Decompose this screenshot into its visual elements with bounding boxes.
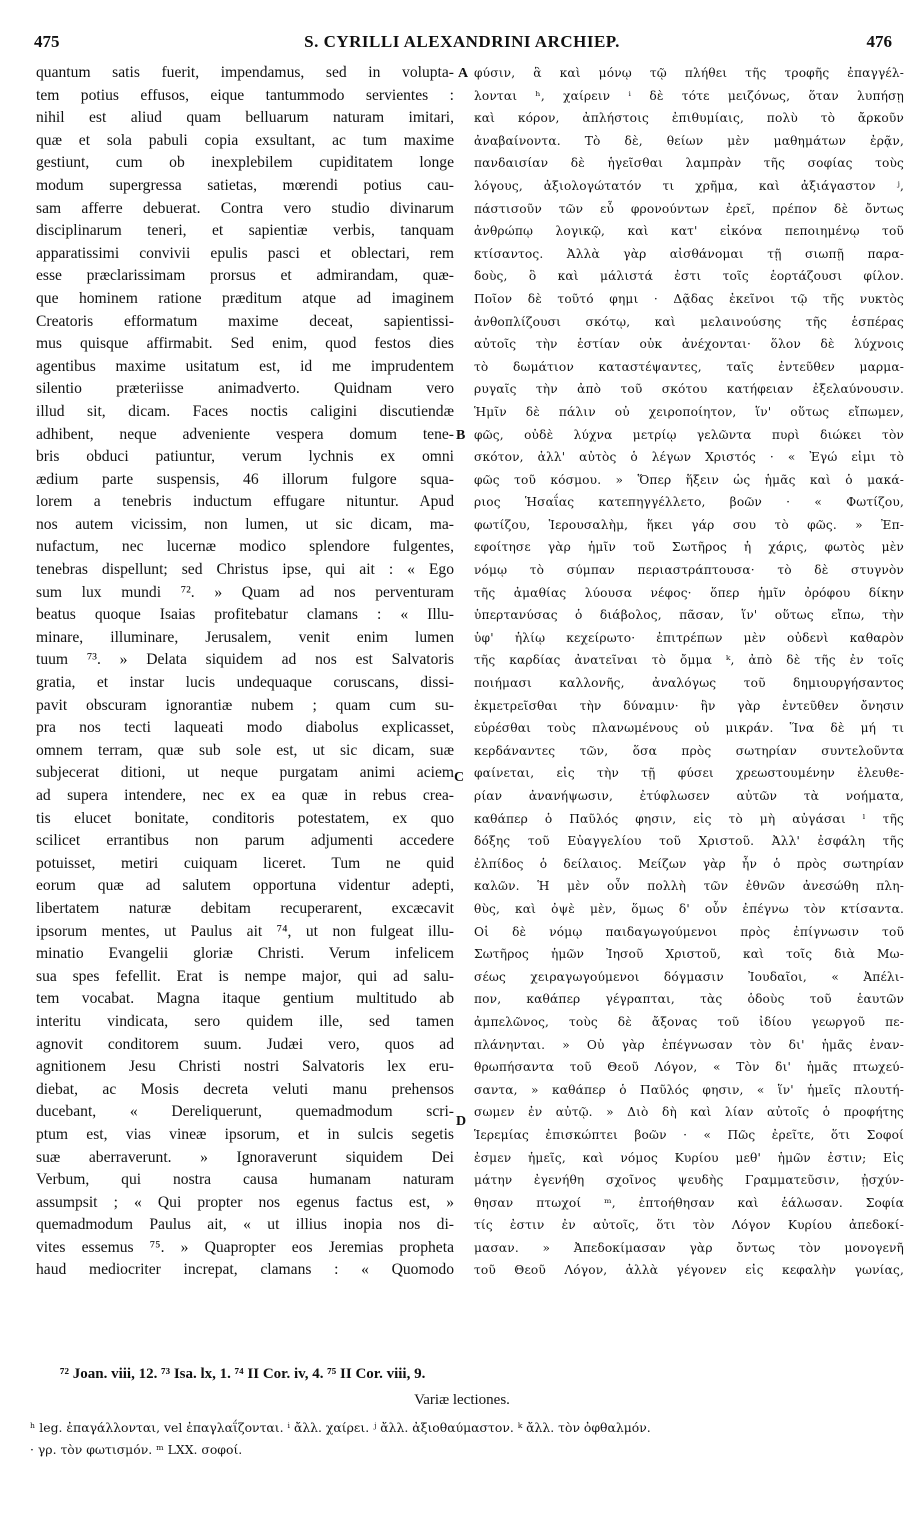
greek-text-line: ἐσμεν ἡμεῖς, καὶ νόμος Κυρίου μεθ' ἡμῶν ἐστιν; Εἰς — [474, 1150, 904, 1165]
latin-text-line: agnitionem Jesu Christi nostri Salvatoris lex eru- — [36, 1058, 454, 1076]
greek-text-line: τῆς καρδίας ἀνατεῖναι τὸ ὄμμα ᵏ, ἀπὸ δὲ τῆς ἐν τοῖς — [474, 653, 904, 668]
latin-text-line: gratia, et instar lucis undequaque coruscans, dissi- — [36, 674, 454, 692]
latin-text-line: nos autem vicissim, non lumen, ut sic dicam, ma- — [36, 515, 454, 533]
latin-text-line: Verbum, qui nostra causa humanam naturam — [36, 1171, 454, 1189]
greek-text-line: κερδάναντες τῶν, ὅσα πρὸς σωτηρίαν συντελοῦντα — [474, 743, 904, 758]
greek-text-line: ἀνθρώπῳ λογικῷ, καὶ κατ' εἰκόνα πεποιημένῳ τοῦ — [474, 224, 904, 239]
greek-text-line: κτίσαντος. Ἀλλὰ γὰρ αἰσθάνομαι τῇ σιωπῇ παρα- — [474, 246, 904, 261]
latin-text-line: que hominem ratione præditum atque ad imaginem — [36, 289, 454, 307]
greek-text-line: φωτίζου, Ἱερουσαλὴμ, ἥκει γάρ σου τὸ φῶς. » Ἐπ- — [474, 517, 904, 532]
latin-text-line: tis elucet bonitate, conditoris potestatem, ex quo — [36, 809, 454, 827]
latin-text-line: sam afferre debuerat. Contra vero studio divinarum — [36, 199, 454, 217]
greek-text-line: Ἱερεμίας ἐπισκώπτει βοῶν · « Πῶς ἐρεῖτε, ὅτι Σοφοί — [474, 1127, 904, 1142]
latin-text-line: modum supergressa satietas, mœrendi potius cau- — [36, 176, 454, 194]
page-header — [30, 32, 894, 56]
latin-text-line: adhibent, neque adveniente vespera domum tene- — [36, 425, 454, 443]
page-number-right: 476 — [866, 32, 892, 51]
greek-text-line: φύσιν, ἃ καὶ μόνῳ τῷ πλήθει τῆς τροφῆς ἐπαγγέλ- — [474, 66, 904, 80]
margin-marker-b: B — [456, 428, 466, 443]
latin-text-line: tem potius effusos, eique tantummodo servientes : — [36, 86, 454, 104]
greek-text-line: εὑρέσθαι τοὺς πλανωμένους οὐ μικράν. Ἵνα δὲ μή τι — [474, 721, 904, 736]
greek-text-line: ὑπερτανύσας ὁ διάβολος, πᾶσαν, ἵν' οὕτως εἴπω, τὴν — [474, 608, 904, 623]
variae-lectiones-line-2: · γρ. τὸν φωτισμόν. ᵐ LXX. σοφοί. — [30, 1442, 243, 1457]
scripture-footnotes: ⁷² Joan. viii, 12. ⁷³ Isa. lx, 1. ⁷⁴ II Cor. iv, 4. ⁷⁵ II Cor. viii, 9. — [60, 1366, 426, 1382]
latin-text-line: nufactum, nec lucernæ modico splendore fulgentes, — [36, 538, 454, 556]
greek-text-line: φῶς, οὐδὲ λύχνα μετρίῳ γελῶντα πυρὶ διώκει τὸν — [474, 427, 904, 442]
page-number-left: 475 — [34, 32, 60, 51]
greek-text-line: δόξης τοῦ Εὐαγγελίου τοῦ Χριστοῦ. Ἀλλ' ἐσφάλη τῆς — [474, 834, 904, 849]
latin-text-line: ædium parte suspensis, 46 illorum fulgore squa- — [36, 470, 454, 488]
latin-text-line: ipsorum mentes, ut Paulus ait ⁷⁴, ut non fulgeat illu- — [36, 922, 454, 940]
latin-text-line: quæ et sola pabuli copia exsultant, ac tum maxime — [36, 131, 454, 149]
greek-text-line: σέως χειραγωγούμενοι δόγμασιν Ἰουδαῖοι, « Ἀπέλι- — [474, 969, 904, 984]
latin-text-line: lorem a tenebris inductum effugare nituntur. Apud — [36, 493, 454, 511]
greek-text-line: σκότον, ἀλλ' αὐτὸς ὁ λέγων Χριστός · « Ἐγώ εἰμι τὸ — [474, 450, 904, 465]
latin-text-line: tuum ⁷³. » Delata siquidem ad nos est Salvatoris — [36, 651, 454, 669]
greek-text-line: τὸ δωμάτιον καταστέψαντες, ταῖς ἐντεῦθεν μαρμα- — [474, 359, 904, 374]
greek-text-line: ποιήμασι καλλονῆς, ἀναλόγως τοῦ δημιουργήσαντος — [474, 676, 904, 691]
latin-text-line: assumpsit ; « Qui propter nos egenus factus est, » — [36, 1193, 454, 1211]
latin-text-line: bris obduci patiuntur, verum lychnis ex omni — [36, 448, 454, 466]
greek-text-line: τοῦ Θεοῦ Λόγον, ἀλλὰ γέγονεν εἰς κεφαλὴν γωνίας, — [474, 1263, 904, 1278]
latin-text-line: diebat, ac Mosis decreta veluti manu prehensos — [36, 1080, 454, 1098]
latin-text-line: interitu vindicata, sero quidem ille, sed tamen — [36, 1012, 454, 1030]
greek-text-line: τῆς ἀμαθίας λύουσα νέφος· ὅπερ ἡμῖν ὀρόφου δίκην — [474, 585, 904, 600]
greek-text-line: ὑφ' ἡλίῳ κεχείρωτο· ἐπιτρέπων μὲν οὐδενὶ καθαρὸν — [474, 630, 904, 645]
greek-text-line: μάτην ἐγενήθη σχοῖνος ψευδὴς Γραμματεῦσιν, ᾐσχύν- — [474, 1173, 904, 1188]
margin-marker-d: D — [456, 1114, 467, 1129]
latin-text-line: minare, illuminare, Jerusalem, venit enim lumen — [36, 628, 454, 646]
latin-text-line: gestiunt, cum ob inexplebilem cupiditatem longe — [36, 154, 454, 172]
greek-text-line: εφοίτησε γὰρ ἡμῖν τοῦ Σωτῆρος ἡ χάρις, φωτὸς μὲν — [474, 540, 904, 555]
greek-text-line: ἐλπίδος ὁ δείλαιος. Μείζων γὰρ ἦν ὁ πρὸς σωτηρίαν — [474, 856, 904, 871]
greek-text-line: Ποῖον δὲ τοῦτό φημι · Δᾷδας ἐκεῖνοι τῷ τῆς νυκτὸς — [474, 291, 904, 306]
greek-text-line: πον, καθάπερ γέγραπται, τὰς ὁδοὺς τοῦ ἑαυτῶν — [474, 992, 904, 1007]
latin-text-line: libertatem naturæ debitam recuperarent, excæcavit — [36, 899, 454, 917]
greek-column — [474, 62, 904, 1362]
latin-text-line: scilicet errantibus non parum adjumenti accedere — [36, 832, 454, 850]
greek-text-line: Σωτῆρος ἡμῶν Ἰησοῦ Χριστοῦ, καὶ τοῖς διὰ Μω- — [474, 947, 904, 962]
greek-text-line: νόμῳ τὸ σύμπαν περιαστράπτουσα· τὸ δὲ στυγνὸν — [474, 563, 904, 578]
latin-text-line: apparatissimi convivii epulis pasci et oblectari, rem — [36, 244, 454, 262]
latin-column — [36, 62, 454, 1330]
margin-marker-a: A — [458, 66, 469, 81]
latin-text-line: Creatoris efformatum maxime deceat, sapientissi- — [36, 312, 454, 330]
running-title: S. CYRILLI ALEXANDRINI ARCHIEP. — [304, 32, 620, 51]
greek-text-line: αὐτοῖς τὴν ἑστίαν οὐκ ἀνέχονται· ὅλον δὲ λύχνοις — [474, 337, 904, 352]
latin-text-line: haud mediocriter increpat, clamans : « Quomodo — [36, 1261, 454, 1279]
latin-text-line: agnovit conditorem suum. Judæi vero, quos ad — [36, 1035, 454, 1053]
latin-text-line: tem vocabat. Magna itaque gentium multitudo ab — [36, 990, 454, 1008]
greek-text-line: καὶ κόρον, ἀπλήστοις ἐπιθυμίαις, πολὺ τὸ ἄρκοῦν — [474, 111, 904, 126]
latin-text-line: beatus quoque Isaias profitebatur clamans : « Illu- — [36, 606, 454, 624]
greek-text-line: τίς ἐστιν ἐν αὐτοῖς, ὅτι τὸν Λόγον Κυρίου ἀπεδοκί- — [474, 1218, 904, 1233]
greek-text-line: ἀναβαίνοντα. Τὸ δὲ, θείων μὲν μαθημάτων ἐρᾷν, — [474, 133, 904, 148]
latin-text-line: ptum est, vias vineæ ipsorum, et in sulcis segetis — [36, 1125, 454, 1143]
greek-text-line: πλάνηνται. » Οὐ γὰρ ἐπέγνωσαν τὸν δι' ἡμᾶς ἐναν- — [474, 1037, 904, 1052]
latin-text-line: mus quisque affirmabit. Sed enim, quod festos dies — [36, 335, 454, 353]
greek-text-line: καλῶν. Ἡ μὲν οὖν πολλὴ τῶν ἐθνῶν ἀνεσώθη πλη- — [474, 879, 904, 894]
greek-text-line: δοὺς, ὃ καὶ μάλιστά ἐστι τοῖς ἑορτάζουσι φίλον. — [474, 269, 904, 284]
greek-text-line: λονται ʰ, χαίρειν ⁱ δὲ τότε μειζόνως, ὅταν λυπήσῃ — [474, 88, 904, 103]
greek-text-line: σαντα, » καθάπερ ὁ Παῦλός φησιν, « ἵν' ἡμεῖς πλουτή- — [474, 1082, 904, 1097]
latin-text-line: quemadmodum Paulus ait, « ut illius inopia nos di- — [36, 1216, 454, 1234]
latin-text-line: suæ aberraverunt. » Ignoraverunt siquidem Dei — [36, 1148, 454, 1166]
latin-text-line: ad supera intendere, nec ex ea quæ in rebus crea- — [36, 787, 454, 804]
latin-text-line: omnem terram, quæ sub sole est, ut sic dicam, suæ — [36, 741, 454, 759]
latin-text-line: potuisset, metiri cuiquam liceret. Tum ne quid — [36, 854, 454, 872]
latin-text-line: silentio præteriisse animadverto. Quidnam vero — [36, 380, 454, 398]
latin-text-line: agentibus maxime usitatum est, id me imprudentem — [36, 357, 454, 375]
greek-text-line: ριος Ἡσαΐας κατεπηγγέλλετο, βοῶν · « Φωτίζου, — [474, 495, 904, 510]
latin-text-line: esse præclarissimam prorsus et admirandam, quæ- — [36, 267, 454, 285]
greek-text-line: σωμεν ἐν αὐτῷ. » Διὸ δὴ καὶ λίαν αὐτοῖς ὁ προφήτης — [474, 1105, 904, 1120]
latin-text-line: eorum quæ ad salutem opportuna videntur adepti, — [36, 877, 454, 895]
variae-lectiones-title: Variæ lectiones. — [414, 1392, 510, 1408]
greek-text-line: πανδαισίαν δὲ ἡγεῖσθαι λαμπρὰν τῆς σοφίας τοὺς — [474, 156, 904, 171]
greek-text-line: φαίνεται, εἰς τὴν τῇ φύσει χρεωστουμένην ἐλευθε- — [474, 766, 904, 781]
latin-text-line: subjecerat ditioni, ut neque purgatam animi aciem — [36, 764, 454, 782]
greek-text-line: θρωπήσαντα τοῦ Θεοῦ Λόγον, « Τὸν δι' ἡμᾶς πτωχεύ- — [474, 1060, 904, 1075]
latin-text-line: ducebant, « Dereliquerunt, quemadmodum scri- — [36, 1103, 454, 1121]
latin-text-line: tenebras dispellunt; sed Christus ipse, qui ait : « Ego — [36, 561, 454, 579]
greek-text-line: μασαν. » Ἀπεδοκίμασαν γὰρ ὄντως τὸν μονογενῆ — [474, 1240, 904, 1255]
latin-text-line: disciplinarum teneri, et sapientiæ verbis, tanquam — [36, 222, 454, 240]
latin-text-line: vites essemus ⁷⁵. » Quapropter eos Jeremias propheta — [36, 1238, 454, 1256]
latin-text-line: illud sit, dicam. Faces noctis caligini discutiendæ — [36, 402, 454, 420]
greek-text-line: καθάπερ ὁ Παῦλός φησιν, εἰς τὸ μὴ αὐγάσαι ˡ τῆς — [474, 811, 904, 826]
greek-text-line: Οἱ δὲ νόμῳ παιδαγωγούμενοι πρὸς ἐπίγνωσιν τοῦ — [474, 924, 904, 939]
greek-text-line: ρίαν ἀνανήψωσιν, ἐτύφλωσεν αὐτῶν τὰ νοήματα, — [474, 789, 904, 803]
latin-text-line: sum lux mundi ⁷². » Quam ad nos perventuram — [36, 583, 454, 601]
greek-text-line: πάστισοῦν τῶν εὖ φρονούντων ἐρεῖ, πρέπον δὲ ὄντως — [474, 201, 904, 216]
margin-marker-c: C — [454, 770, 465, 785]
greek-text-line: Ἡμῖν δὲ πάλιν οὐ χειροποίητον, ἵν' οὕτως εἴπωμεν, — [474, 404, 904, 419]
greek-text-line: ἐκμετρεῖσθαι τὴν δύναμιν· ἣν γὰρ ἐντεῦθεν ὄνησιν — [474, 698, 904, 713]
variae-lectiones-line-1: ʰ leg. ἐπαγάλλονται, vel ἐπαγλαΐζονται. ⁱ ἄλλ. χαίρει. ʲ ἄλλ. ἀξιοθαύμαστον. ᵏ ἄλλ. τὸν ὀφθαλμόν. — [30, 1420, 651, 1435]
greek-text-line: ἀμπελῶνος, τοὺς δὲ ἄξονας τοῦ ἰδίου γεωργοῦ πε- — [474, 1014, 904, 1029]
greek-text-line: θησαν πτωχοί ᵐ, ἐπτοήθησαν καὶ ἑάλωσαν. Σοφία — [474, 1195, 904, 1210]
latin-text-line: nihil est aliud quam belluarum naturam imitari, — [36, 109, 454, 127]
greek-text-line: θὺς, καὶ ὀψὲ μὲν, ὅμως δ' οὖν ἐπέγνω τὸν κτίσαντα. — [474, 901, 904, 916]
greek-text-line: φῶς τοῦ κόσμου. » Ὅπερ ἥξειν ὡς ἡμᾶς καὶ ὁ μακά- — [474, 472, 904, 487]
greek-text-line: ἀνθοπλίζουσι σκότῳ, καὶ μελαινούσης τῆς ἑσπέρας — [474, 314, 904, 329]
latin-text-line: minatio Evangelii gloriæ Christi. Verum infelicem — [36, 945, 454, 963]
greek-text-line: λόγους, ἀξιολογώτατόν τι χρῆμα, καὶ ἀξιάγαστον ʲ, — [474, 178, 904, 193]
latin-text-line: pra nos tecti laqueati modo diabolus explicasset, — [36, 719, 454, 737]
latin-text-line: pavit obscuram ignorantiæ nubem ; quam cum su- — [36, 696, 454, 714]
latin-text-line: quantum satis fuerit, impendamus, sed in volupta- — [36, 64, 454, 81]
latin-text-line: sua spes fefellit. Erat is nempe major, qui ad salu- — [36, 967, 454, 985]
greek-text-line: ρυγαῖς τὴν ἀπὸ τοῦ σκότου κατήφειαν ἐξελαύνουσιν. — [474, 382, 904, 397]
